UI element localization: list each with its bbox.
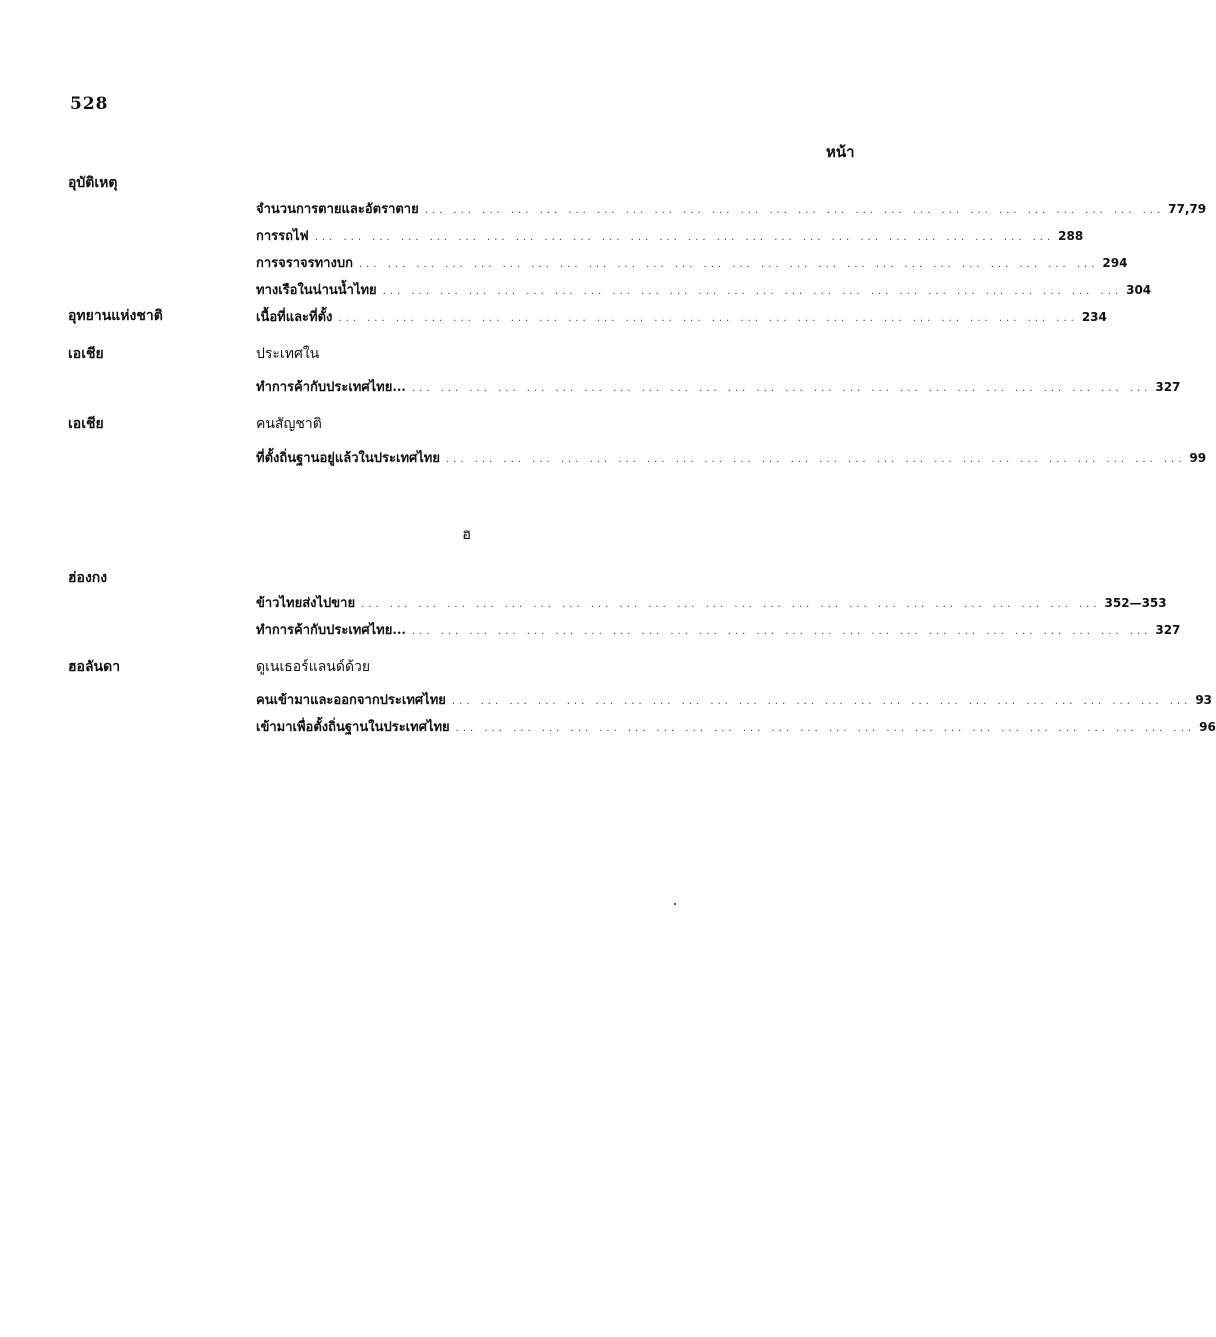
entry-page-number: 288: [1058, 229, 1084, 243]
entry-page-number: 96: [1199, 720, 1216, 734]
index-heading: เอเชีย: [68, 416, 104, 432]
entry-label: เนื้อที่และที่ตั้ง: [256, 310, 333, 325]
index-subheading: ดูเนเธอร์แลนด์ด้วย: [256, 659, 371, 675]
index-heading: ฮ่องกง: [68, 570, 108, 586]
index-entry: [256, 252, 1128, 272]
entry-page-number: 99: [1189, 451, 1207, 465]
index-subheading: ประเทศใน: [256, 346, 320, 362]
index-heading: อุบัติเหตุ: [68, 175, 118, 191]
index-entry: [256, 689, 1213, 709]
entry-page-number: 93: [1195, 693, 1213, 707]
index-entry: [256, 306, 1107, 326]
index-entry: [256, 619, 1181, 639]
entry-label: คนเข้ามาและออกจากประเทศไทย: [256, 693, 446, 708]
index-entry: [256, 447, 1207, 467]
entry-page-number: 327: [1155, 623, 1181, 637]
index-entry: [256, 716, 1216, 736]
dot-leader: ... ... ... ... ... ... ... ... ... ... ... ... ... ... ... ... ... ... ... ... ... ... ... ... ... ...: [411, 626, 1152, 637]
entry-label: จำนวนการตายและอัตราตาย: [256, 202, 419, 217]
entry-page-number: 352—353: [1104, 596, 1167, 610]
index-entry: [256, 279, 1152, 299]
entry-page-number: 234: [1081, 310, 1107, 324]
dot-leader: ... ... ... ... ... ... ... ... ... ... ... ... ... ... ... ... ... ... ... ... ... ... ... ... ... ...: [411, 383, 1152, 394]
entry-page-number: 294: [1102, 256, 1128, 270]
entry-label: การรถไฟ: [256, 229, 309, 244]
dot-leader: ... ... ... ... ... ... ... ... ... ... ... ... ... ... ... ... ... ... ... ... ... ... ... ... ... ...: [314, 232, 1055, 243]
dot-leader: ... ... ... ... ... ... ... ... ... ... ... ... ... ... ... ... ... ... ... ... ... ... ... ... ... ...: [424, 205, 1165, 216]
index-entry: [256, 376, 1181, 396]
entry-label: ทำการค้ากับประเทศไทย...: [256, 380, 406, 395]
entry-label: การจราจรทางบก: [256, 256, 353, 271]
entry-page-number: 327: [1155, 380, 1181, 394]
page-column-header: หน้า: [826, 143, 855, 161]
entry-label: ทางเรือในน่านน้ำไทย: [256, 283, 377, 298]
entry-label: ข้าวไทยส่งไปขาย: [256, 596, 356, 611]
dot-leader: ... ... ... ... ... ... ... ... ... ... ... ... ... ... ... ... ... ... ... ... ... ... ... ... ... ...: [451, 696, 1192, 707]
dot-leader: ... ... ... ... ... ... ... ... ... ... ... ... ... ... ... ... ... ... ... ... ... ... ... ... ... ...: [338, 313, 1078, 324]
dot-leader: ... ... ... ... ... ... ... ... ... ... ... ... ... ... ... ... ... ... ... ... ... ... ... ... ... ...: [455, 723, 1196, 734]
section-letter: ฮ: [462, 525, 472, 543]
index-entry: [256, 225, 1084, 245]
scan-speck: [674, 903, 676, 905]
entry-page-number: 77,79: [1168, 202, 1207, 216]
index-entry: [256, 592, 1167, 612]
page-number: 528: [70, 94, 109, 114]
entry-page-number: 304: [1126, 283, 1152, 297]
index-entry: [256, 198, 1207, 218]
dot-leader: ... ... ... ... ... ... ... ... ... ... ... ... ... ... ... ... ... ... ... ... ... ... ... ... ... ...: [382, 286, 1123, 297]
index-heading: อุทยานแห่งชาติ: [68, 308, 163, 324]
dot-leader: ... ... ... ... ... ... ... ... ... ... ... ... ... ... ... ... ... ... ... ... ... ... ... ... ... ...: [361, 599, 1101, 610]
entry-label: ที่ตั้งถิ่นฐานอยู่แล้วในประเทศไทย: [256, 451, 440, 466]
index-heading: เอเชีย: [68, 346, 104, 362]
index-heading: ฮอลันดา: [68, 659, 121, 675]
dot-leader: ... ... ... ... ... ... ... ... ... ... ... ... ... ... ... ... ... ... ... ... ... ... ... ... ... ...: [446, 454, 1186, 465]
index-subheading: คนสัญชาติ: [256, 416, 322, 432]
entry-label: เข้ามาเพื่อตั้งถิ่นฐานในประเทศไทย: [256, 720, 450, 735]
entry-label: ทำการค้ากับประเทศไทย...: [256, 623, 406, 638]
dot-leader: ... ... ... ... ... ... ... ... ... ... ... ... ... ... ... ... ... ... ... ... ... ... ... ... ... ...: [359, 259, 1099, 270]
